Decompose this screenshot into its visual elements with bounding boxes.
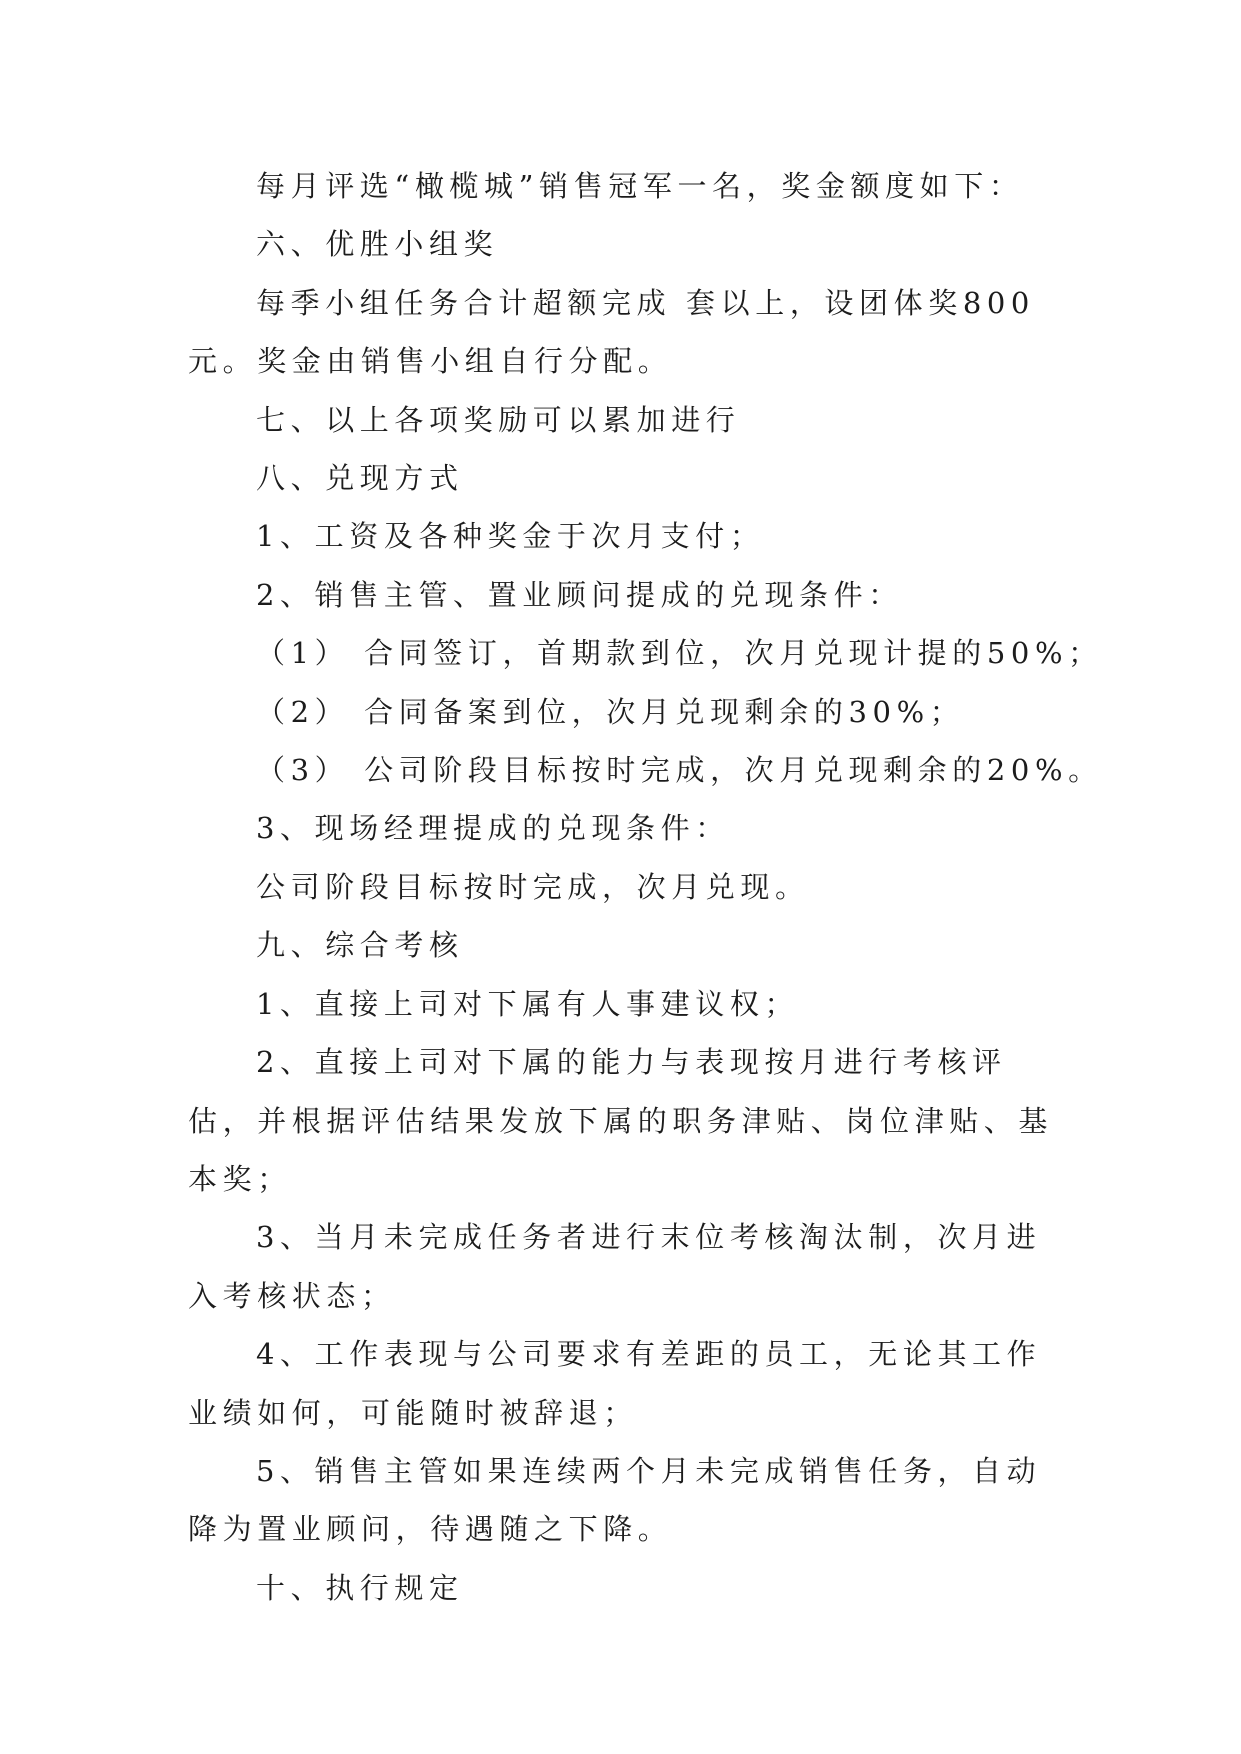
list-item-9-5: 5、销售主管如果连续两个月未完成销售任务，自动降为置业顾问，待遇随之下降。	[188, 1453, 1042, 1547]
heading-section-9: 九、综合考核	[256, 928, 464, 963]
list-item-9-2: 2、直接上司对下属的能力与表现按月进行考核评估，并根据评估结果发放下属的职务津贴、岗位津贴、基本奖；	[188, 1045, 1054, 1196]
sub-item-8-2-3: （3） 公司阶段目标按时完成，次月兑现剩余的20%。	[256, 753, 1103, 788]
list-item-9-1: 1、直接上司对下属有人事建议权；	[256, 986, 800, 1021]
heading-section-8: 八、兑现方式	[256, 461, 464, 496]
list-item-8-3: 3、现场经理提成的兑现条件：	[256, 811, 730, 846]
sub-item-8-2-2: （2） 合同备案到位，次月兑现剩余的30%；	[256, 694, 965, 729]
list-item-9-3: 3、当月未完成任务者进行末位考核淘汰制，次月进入考核状态；	[188, 1220, 1042, 1313]
heading-section-6: 六、优胜小组奖	[256, 227, 499, 262]
list-item-8-1: 1、工资及各种奖金于次月支付；	[256, 519, 765, 554]
list-item-8-2: 2、销售主管、置业顾问提成的兑现条件：	[256, 577, 903, 612]
list-item-9-4: 4、工作表现与公司要求有差距的员工，无论其工作业绩如何，可能随时被辞退；	[188, 1337, 1042, 1430]
paragraph-8-3-condition: 公司阶段目标按时完成，次月兑现。	[256, 869, 810, 904]
sub-item-8-2-1: （1） 合同签订，首期款到位，次月兑现计提的50%；	[256, 636, 1103, 671]
paragraph-monthly-champion: 每月评选“橄榄城”销售冠军一名，奖金额度如下：	[256, 169, 1024, 203]
heading-section-10: 十、执行规定	[256, 1570, 464, 1605]
heading-section-7: 七、以上各项奖励可以累加进行	[256, 402, 741, 437]
paragraph-team-award: 每季小组任务合计超额完成 套以上，设团体奖800元。奖金由销售小组自行分配。	[188, 285, 1035, 379]
document-body	[188, 157, 1103, 1617]
